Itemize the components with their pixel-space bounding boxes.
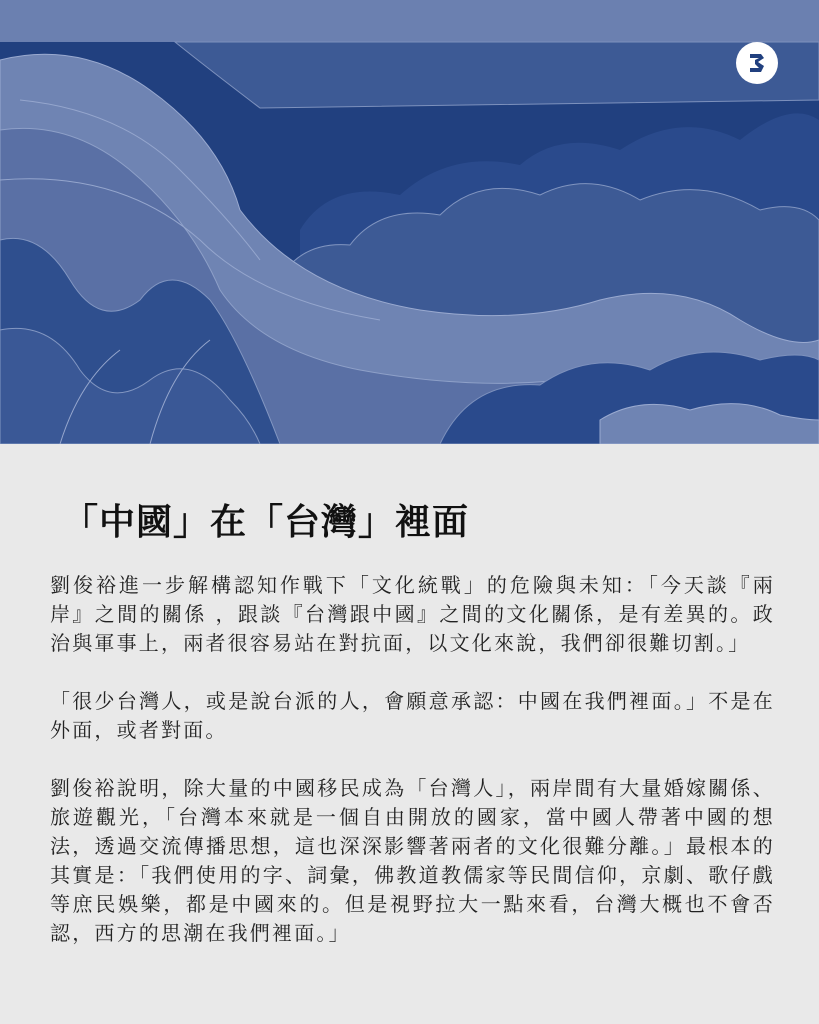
article-paragraph: 「很少台灣人，或是說台派的人，會願意承認：中國在我們裡面。」不是在外面，或者對面。 (50, 688, 775, 742)
article-paragraph: 劉俊裕進一步解構認知作戰下「文化統戰」的危險與未知：「今天談『兩岸』之間的關係 ，跟談『台灣跟中國』之間的文化關係，是有差異的。政治與軍事上，兩者很容易站在對抗面，以文化來說，我們卻很難切割。」 (50, 572, 775, 655)
article-title: 「中國」在「台灣」裡面 (62, 502, 470, 543)
article-paragraph: 劉俊裕說明，除大量的中國移民成為「台灣人」，兩岸間有大量婚嫁關係、旅遊觀光，「台灣本來就是一個自由開放的國家，當中國人帶著中國的想法，透過交流傳播思想，這也深深影響著兩者的文化很難分離。」最根本的其實是：「我們使用的字、詞彙，佛教道教儒家等民間信仰，京劇、歌仔戲等庶民娛樂，都是中國來的。但是視野拉大一點來看，台灣大概也不會否認，西方的思潮在我們裡面。」 (50, 775, 775, 945)
article-body (50, 500, 775, 977)
wave-cloud-artwork (0, 0, 819, 444)
publisher-logo-icon (736, 42, 778, 84)
hero-illustration (0, 0, 819, 444)
logo-glyph-icon (744, 50, 770, 76)
